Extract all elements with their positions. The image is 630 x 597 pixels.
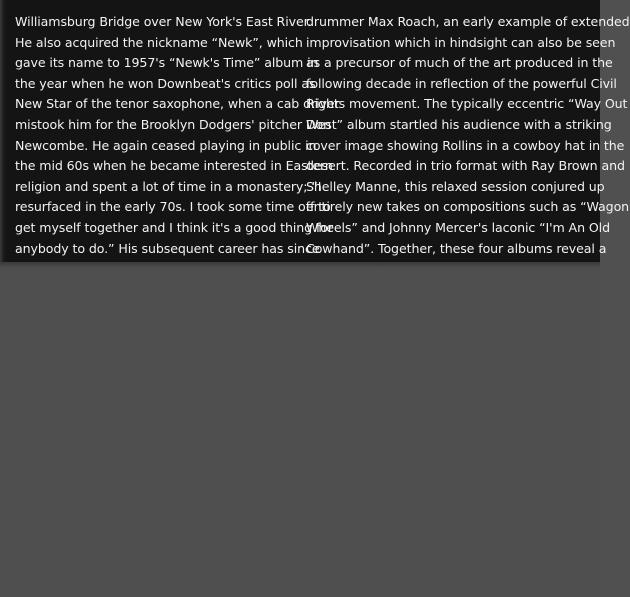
blank-gray-area	[0, 262, 600, 597]
cut-edge	[0, 262, 600, 268]
right-line: Cowhand”. Together, these four albums reveal a	[306, 240, 607, 256]
left-line: get myself together and I think it's a good thing for	[15, 219, 333, 235]
right-line: desert. Recorded in trio format with Ray Brown and	[306, 158, 625, 174]
left-line: gave its name to 1957's “Newk's Time” album in	[15, 55, 319, 71]
left-line: the mid 60s when he became interested in Eastern	[15, 158, 333, 174]
liner-notes-text-panel	[0, 0, 630, 262]
left-line: mistook him for the Brooklyn Dodgers' pitcher Don	[15, 116, 331, 132]
left-line: anybody to do.” His subsequent career has since	[15, 240, 320, 256]
right-line: entirely new takes on compositions such as “Wagon	[306, 199, 630, 215]
right-column	[306, 12, 630, 280]
left-line: resurfaced in the early 70s. I took some time off to	[15, 199, 331, 215]
right-line: cover image showing Rollins in a cowboy hat in the	[306, 137, 625, 153]
left-line: religion and spent a lot of time in a monastery; “I	[15, 178, 322, 194]
right-line: following decade in reflection of the powerful Civil	[306, 75, 617, 91]
right-line: improvisation which in hindsight can also be seen	[306, 34, 616, 50]
left-line: the year when he won Downbeat's critics poll as	[15, 75, 316, 91]
left-line: Newcombe. He again ceased playing in public in	[15, 137, 317, 153]
right-line: as a precursor of much of the art produced in the	[306, 55, 613, 71]
spine-edge	[0, 0, 6, 262]
left-column	[15, 12, 340, 300]
right-line: Wheels” and Johnny Mercer's laconic “I'm An Old	[306, 219, 610, 235]
left-line: He also acquired the nickname “Newk”, which	[15, 34, 303, 50]
left-line: Williamsburg Bridge over New York's East River.	[15, 14, 312, 29]
right-line: drummer Max Roach, an early example of extended	[306, 14, 630, 29]
right-line: West” album startled his audience with a striking	[306, 116, 612, 132]
right-line: Shelley Manne, this relaxed session conjured up	[306, 178, 605, 194]
right-line: Rights movement. The typically eccentric “Way Out	[306, 96, 628, 112]
left-line: New Star of the tenor saxophone, when a cab driver	[15, 96, 340, 112]
